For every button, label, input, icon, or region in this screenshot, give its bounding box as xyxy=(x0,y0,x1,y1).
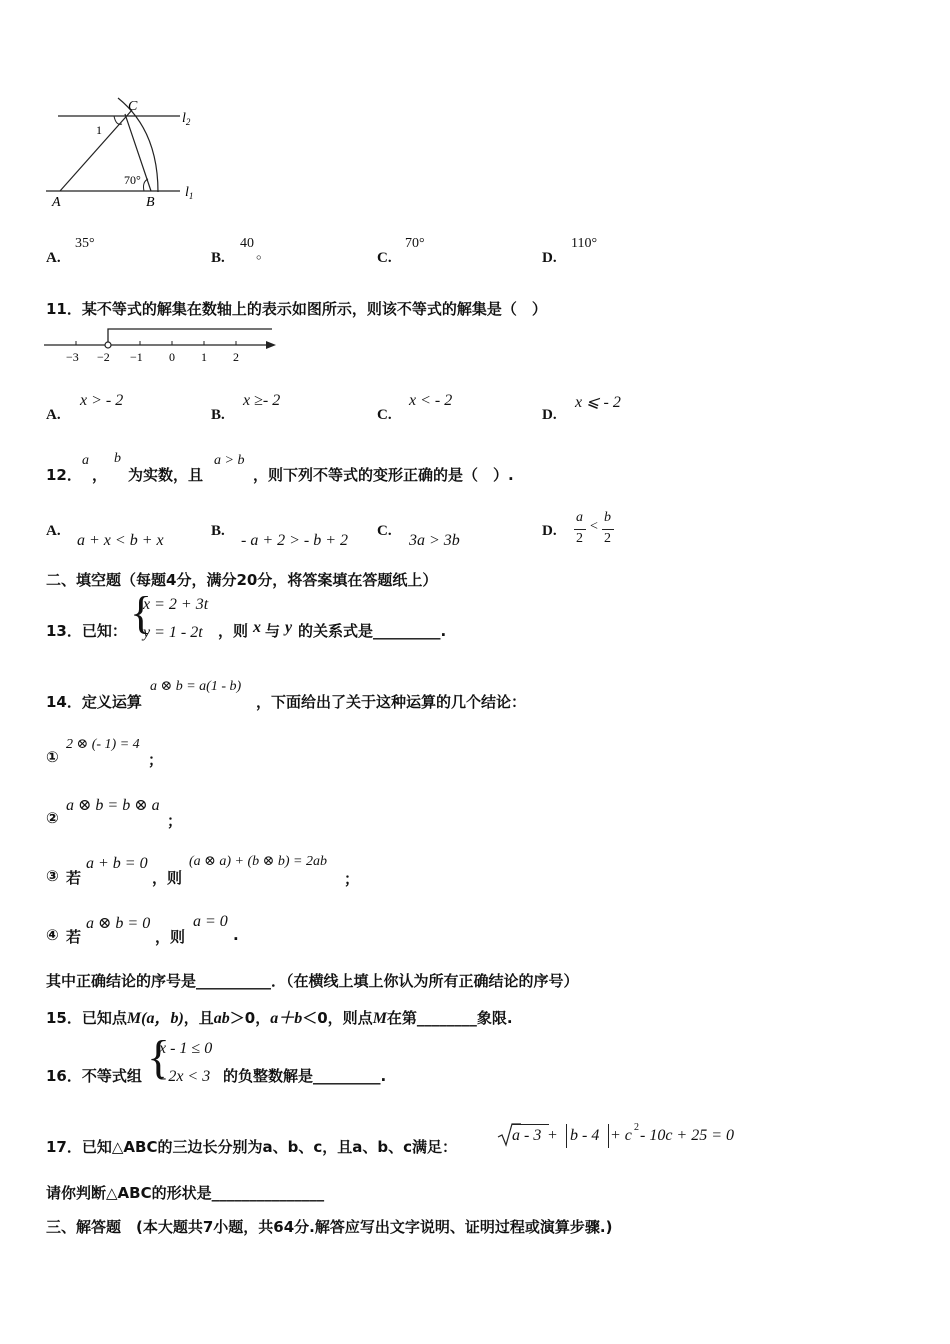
q13-eq2: y = 1 - 2t xyxy=(143,624,203,641)
option-d-value: x ⩽ - 2 xyxy=(575,394,621,411)
q14-item-3-expr2: (a ⊗ a) + (b ⊗ b) = 2ab xyxy=(189,854,328,869)
q15-tail: 在第________象限. xyxy=(386,1009,513,1027)
q13-suffix-pre: ，则 xyxy=(218,622,249,640)
q14-suffix: ，下面给出了关于这种运算的几个结论： xyxy=(256,693,527,711)
q16-eq2: - 2x < 3 xyxy=(159,1068,211,1085)
option-a-value: a + x < b + x xyxy=(77,532,164,549)
solution-ray xyxy=(108,329,272,345)
label-b: B xyxy=(146,195,155,210)
q15-apb: a＋b xyxy=(270,1010,303,1027)
q14-item-1-end: ； xyxy=(148,751,164,769)
q12-condition: a > b xyxy=(214,453,245,468)
q17-line2: 请你判断△ABC的形状是_______________ xyxy=(46,1184,325,1202)
option-b-label: B. xyxy=(211,407,225,423)
q13-yu: 与 xyxy=(265,622,281,640)
option-d-fractions xyxy=(574,510,616,552)
q12-var-a: a xyxy=(82,453,89,468)
q17-sup: 2 xyxy=(634,1122,639,1133)
option-c-value: 70° xyxy=(405,236,425,251)
frac-relation: < xyxy=(590,519,598,534)
q16-suffix: 的负整数解是_________. xyxy=(223,1067,387,1085)
tick-label-2: 2 xyxy=(233,350,239,364)
q14-item-2-mark: ② xyxy=(46,809,59,827)
option-b-value: - a + 2 > - b + 2 xyxy=(241,532,349,549)
tick-label-m2: −2 xyxy=(97,350,110,364)
q14-item-3-end: ； xyxy=(344,870,360,888)
frac-b-bar xyxy=(602,529,614,530)
option-a-label: A. xyxy=(46,407,61,423)
q14-item-4-pre: 若 xyxy=(66,928,82,946)
q17-rest: - 10c + 25 = 0 xyxy=(640,1127,735,1144)
q14-item-1-mark: ① xyxy=(46,748,59,766)
q13-brace: { xyxy=(130,587,153,638)
q16-brace: { xyxy=(147,1031,171,1084)
q13-x: x xyxy=(253,619,261,636)
option-b-value: 40 xyxy=(240,236,254,251)
q13-prefix: 13．已知： xyxy=(46,622,127,640)
option-a-label: A. xyxy=(46,523,61,539)
q14-item-4-expr2: a = 0 xyxy=(193,913,228,930)
option-b-label: B. xyxy=(211,250,225,266)
q17-prefix: 17．已知△ABC的三边长分别为a、b、c，且a、b、c满足： xyxy=(46,1138,457,1156)
section-2-heading: 二、填空题（每题4分，满分20分，将答案填在答题纸上） xyxy=(46,571,438,589)
option-c-value: 3a > 3b xyxy=(409,532,460,549)
q16-prefix: 16．不等式组 xyxy=(46,1067,142,1085)
q16-eq1: x - 1 ≤ 0 xyxy=(159,1040,213,1057)
q17-sqrt-body: a - 3 xyxy=(512,1127,542,1144)
q14-item-3-expr: a + b = 0 xyxy=(86,855,148,872)
label-angle-1: 1 xyxy=(96,123,102,137)
q17-plus1: + xyxy=(548,1127,558,1144)
q14-item-1-expr: 2 ⊗ (- 1) = 4 xyxy=(66,737,140,752)
tick-label-m3: −3 xyxy=(66,350,79,364)
q15 xyxy=(46,1005,513,1028)
option-c-value: x < - 2 xyxy=(409,392,453,409)
open-circle-m2 xyxy=(105,342,111,348)
q13-eq1: x = 2 + 3t xyxy=(143,596,209,613)
tick-label-1: 1 xyxy=(201,350,207,364)
option-a-label: A. xyxy=(46,250,61,266)
q15-m2: M xyxy=(372,1010,387,1027)
geometry-figure xyxy=(40,92,220,217)
q14-item-4-mark: ④ xyxy=(46,926,59,944)
option-a-value: x > - 2 xyxy=(80,392,124,409)
option-d-label: D. xyxy=(542,523,557,539)
q12-number: 12． xyxy=(46,466,82,484)
option-a-value: 35° xyxy=(75,236,95,251)
q15-pre: 15．已知点 xyxy=(46,1009,127,1027)
option-c-label: C. xyxy=(377,407,392,423)
tick-label-0: 0 xyxy=(169,350,175,364)
q15-mid3: ＜0，则点 xyxy=(302,1009,373,1027)
frac-b-numerator: b xyxy=(604,510,611,525)
q15-coord: (a，b) xyxy=(141,1010,184,1027)
frac-a-denominator: 2 xyxy=(576,531,583,546)
q14-prefix: 14．定义运算 xyxy=(46,693,142,711)
abs-bar-right xyxy=(608,1124,609,1148)
q15-ab: ab xyxy=(213,1010,230,1027)
q15-m: M xyxy=(126,1010,142,1027)
q14-item-3-mid: ，则 xyxy=(152,869,183,887)
option-b-suffix: 。 xyxy=(256,244,272,262)
label-l1: $l_1$ xyxy=(185,185,194,201)
option-d-label: D. xyxy=(542,407,557,423)
frac-b-denominator: 2 xyxy=(604,531,611,546)
option-d-value: 110° xyxy=(571,236,598,251)
q14-item-3-mark: ③ xyxy=(46,867,59,885)
tick-label-m1: −1 xyxy=(130,350,143,364)
abs-bar-left xyxy=(566,1124,567,1148)
option-c-label: C. xyxy=(377,523,392,539)
label-l2: $l_2$ xyxy=(182,111,191,127)
label-c: C xyxy=(128,99,138,114)
q15-mid1: ，且 xyxy=(183,1009,214,1027)
frac-a-bar xyxy=(574,529,586,530)
option-b-label: B. xyxy=(211,523,225,539)
frac-a-numerator: a xyxy=(576,510,583,525)
q12-comma: ， xyxy=(92,466,108,484)
number-line-arrow xyxy=(266,341,276,349)
q14-item-2-expr: a ⊗ b = b ⊗ a xyxy=(66,797,160,814)
number-line xyxy=(44,325,280,367)
q14-item-4-end: . xyxy=(233,926,239,944)
q15-mid2: ＞0， xyxy=(229,1009,271,1027)
label-a: A xyxy=(52,195,61,210)
q14-item-4-expr: a ⊗ b = 0 xyxy=(86,915,151,932)
q12-tail: ，则下列不等式的变形正确的是（ ）. xyxy=(253,466,514,484)
q14-conclusion: 其中正确结论的序号是__________．（在横线上填上你认为所有正确结论的序号） xyxy=(46,972,579,990)
q14-item-2-end: ； xyxy=(167,812,183,830)
q14-item-3-pre: 若 xyxy=(66,869,82,887)
sqrt-overline xyxy=(512,1124,549,1125)
q11-stem: 11．某不等式的解集在数轴上的表示如图所示，则该不等式的解集是（ ） xyxy=(46,300,547,318)
q12-var-b: b xyxy=(114,451,121,466)
label-angle-70: 70° xyxy=(124,173,141,187)
option-c-label: C. xyxy=(377,250,392,266)
option-d-label: D. xyxy=(542,250,557,266)
q17-plus2: + c xyxy=(610,1127,632,1144)
q14-item-4-mid: ，则 xyxy=(155,928,186,946)
q13-suffix-post: 的关系式是_________. xyxy=(298,622,447,640)
q13-y: y xyxy=(285,619,293,636)
section-3-heading: 三、解答题 (本大题共7小题，共64分.解答应写出文字说明、证明过程或演算步骤.) xyxy=(46,1218,613,1236)
q14-definition: a ⊗ b = a(1 - b) xyxy=(150,679,242,694)
q17-abs-body: b - 4 xyxy=(570,1127,600,1144)
option-b-value: x ≥- 2 xyxy=(243,392,281,409)
q12-mid: 为实数，且 xyxy=(128,466,204,484)
